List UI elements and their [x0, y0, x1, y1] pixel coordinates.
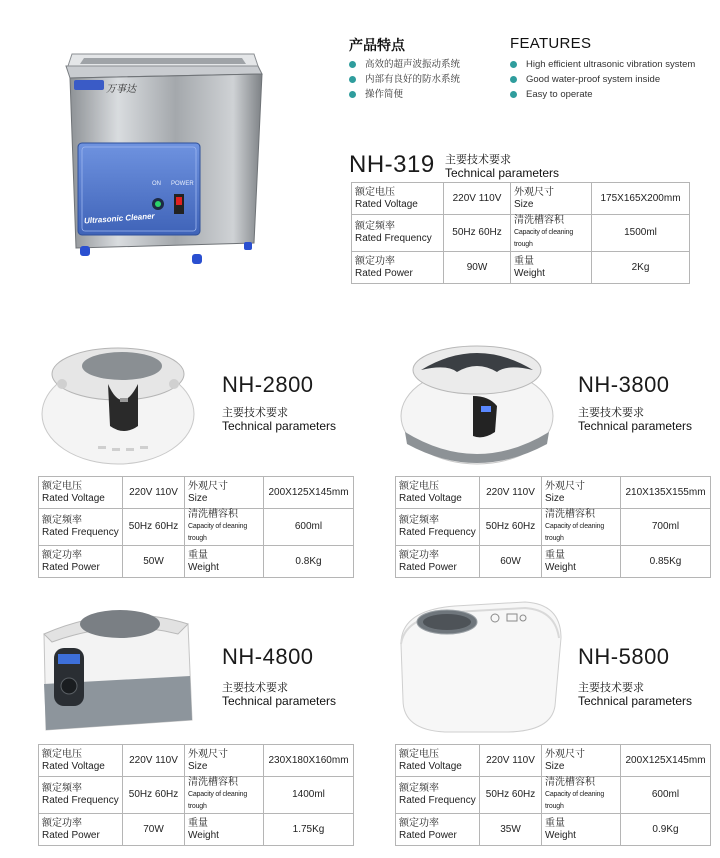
label-capacity: 清洗槽容积 Capacity of cleaning trough: [185, 777, 264, 814]
label-frequency: 额定频率 Rated Frequency: [39, 777, 123, 814]
spec-table-nh319: [351, 182, 690, 284]
features-en-item: High efficient ultrasonic vibration system: [510, 57, 715, 72]
bullet-dot-icon: [349, 91, 356, 98]
device-name-label: Ultrasonic Cleaner: [83, 211, 155, 226]
label-frequency: 额定频率 Rated Frequency: [352, 215, 444, 252]
nh-4800-product-image: [38, 594, 198, 734]
tech-en-label: Technical parameters: [578, 419, 693, 433]
value-size: 175X165X200mm: [592, 183, 690, 215]
tech-cn-label: 主要技术要求: [222, 682, 288, 694]
value-power: 35W: [480, 814, 542, 846]
table-row: [39, 745, 354, 777]
label-power: 额定功率 Rated Power: [39, 546, 123, 578]
label-capacity: 清洗槽容积 Capacity of cleaning trough: [542, 509, 621, 546]
bullet-dot-icon: [349, 76, 356, 83]
table-row: [396, 745, 711, 777]
table-row: [396, 546, 711, 578]
value-frequency: 50Hz 60Hz: [123, 777, 185, 814]
features-cn-item: 高效的超声波振动系统: [349, 57, 499, 72]
table-row: [39, 814, 354, 846]
tech-cn-label: 主要技术要求: [445, 154, 511, 166]
table-row: [396, 509, 711, 546]
value-voltage: 220V 110V: [444, 183, 511, 215]
brand-logo: 万事达: [106, 84, 136, 95]
model-title-nh5800: NH-5800: [578, 644, 670, 669]
nh-5800-product-image: [395, 594, 567, 736]
value-frequency: 50Hz 60Hz: [480, 777, 542, 814]
spec-table-nh3800: [395, 476, 711, 578]
label-frequency: 额定频率 Rated Frequency: [39, 509, 123, 546]
nh-3800-product-image: [397, 336, 557, 468]
table-row: [39, 477, 354, 509]
value-frequency: 50Hz 60Hz: [480, 509, 542, 546]
label-size: 外观尺寸 Size: [185, 477, 264, 509]
label-size: 外观尺寸 Size: [542, 477, 621, 509]
label-frequency: 额定频率 Rated Frequency: [396, 509, 480, 546]
table-row: [39, 546, 354, 578]
value-voltage: 220V 110V: [123, 745, 185, 777]
oval-cleaner-illustration: [38, 336, 198, 466]
value-size: 210X135X155mm: [621, 477, 711, 509]
model-title-nh2800: NH-2800: [222, 372, 314, 397]
value-capacity: 600ml: [264, 509, 354, 546]
tech-en-label: Technical parameters: [445, 166, 560, 180]
value-frequency: 50Hz 60Hz: [444, 215, 511, 252]
white-cleaner-illustration: [395, 594, 567, 736]
power-label: POWER: [171, 181, 194, 187]
label-capacity: 清洗槽容积 Capacity of cleaning trough: [511, 215, 592, 252]
value-weight: 0.9Kg: [621, 814, 711, 846]
label-size: 外观尺寸 Size: [511, 183, 592, 215]
value-capacity: 1400ml: [264, 777, 354, 814]
logo-mark: [74, 80, 104, 90]
spec-table-nh4800: [38, 744, 354, 846]
table-row: [352, 215, 690, 252]
value-voltage: 220V 110V: [480, 745, 542, 777]
value-weight: 2Kg: [592, 252, 690, 284]
features-cn-item: 操作简便: [349, 87, 499, 102]
spec-table-nh2800: [38, 476, 354, 578]
table-row: [396, 814, 711, 846]
value-power: 50W: [123, 546, 185, 578]
label-capacity: 清洗槽容积 Capacity of cleaning trough: [185, 509, 264, 546]
label-weight: 重量 Weight: [542, 814, 621, 846]
value-voltage: 220V 110V: [480, 477, 542, 509]
label-voltage: 额定电压 Rated Voltage: [352, 183, 444, 215]
label-size: 外观尺寸 Size: [542, 745, 621, 777]
features-en-item: Easy to operate: [510, 87, 715, 102]
spec-table-nh5800: [395, 744, 711, 846]
value-weight: 1.75Kg: [264, 814, 354, 846]
value-size: 200X125X145mm: [264, 477, 354, 509]
bullet-dot-icon: [349, 61, 356, 68]
label-frequency: 额定频率 Rated Frequency: [396, 777, 480, 814]
tech-en-label: Technical parameters: [578, 694, 693, 708]
features-cn-item: 内部有良好的防水系统: [349, 72, 499, 87]
model-title-nh319: NH-319: [349, 151, 435, 178]
value-voltage: 220V 110V: [123, 477, 185, 509]
value-size: 200X125X145mm: [621, 745, 711, 777]
features-en-title: FEATURES: [510, 35, 592, 52]
label-capacity: 清洗槽容积 Capacity of cleaning trough: [542, 777, 621, 814]
label-power: 额定功率 Rated Power: [352, 252, 444, 284]
value-capacity: 600ml: [621, 777, 711, 814]
bullet-dot-icon: [510, 91, 517, 98]
value-power: 90W: [444, 252, 511, 284]
label-weight: 重量 Weight: [511, 252, 592, 284]
nh-2800-product-image: [38, 336, 198, 466]
bullet-dot-icon: [510, 76, 517, 83]
table-row: [396, 477, 711, 509]
table-row: [352, 252, 690, 284]
label-weight: 重量 Weight: [185, 814, 264, 846]
tech-cn-label: 主要技术要求: [578, 407, 644, 419]
label-weight: 重量 Weight: [185, 546, 264, 578]
table-row: [39, 777, 354, 814]
label-voltage: 额定电压 Rated Voltage: [396, 745, 480, 777]
features-en-list: [510, 57, 715, 102]
label-power: 额定功率 Rated Power: [396, 814, 480, 846]
box-cleaner-illustration: [38, 594, 198, 734]
tech-cn-label: 主要技术要求: [578, 682, 644, 694]
features-cn-title: 产品特点: [349, 37, 405, 53]
value-frequency: 50Hz 60Hz: [123, 509, 185, 546]
label-power: 额定功率 Rated Power: [396, 546, 480, 578]
table-row: [396, 777, 711, 814]
value-weight: 0.8Kg: [264, 546, 354, 578]
tech-cn-label: 主要技术要求: [222, 407, 288, 419]
label-size: 外观尺寸 Size: [185, 745, 264, 777]
tech-en-label: Technical parameters: [222, 694, 337, 708]
value-capacity: 1500ml: [592, 215, 690, 252]
label-voltage: 额定电压 Rated Voltage: [396, 477, 480, 509]
value-size: 230X180X160mm: [264, 745, 354, 777]
label-voltage: 额定电压 Rated Voltage: [39, 745, 123, 777]
tech-en-label: Technical parameters: [222, 419, 337, 433]
features-en-item: Good water-proof system inside: [510, 72, 715, 87]
value-power: 70W: [123, 814, 185, 846]
label-voltage: 额定电压 Rated Voltage: [39, 477, 123, 509]
features-cn-list: [349, 57, 499, 102]
round-cleaner-illustration: [397, 336, 557, 468]
table-row: [39, 509, 354, 546]
label-power: 额定功率 Rated Power: [39, 814, 123, 846]
value-weight: 0.85Kg: [621, 546, 711, 578]
model-title-nh3800: NH-3800: [578, 372, 670, 397]
nh-319-product-image: [58, 48, 268, 273]
label-weight: 重量 Weight: [542, 546, 621, 578]
value-power: 60W: [480, 546, 542, 578]
model-title-nh4800: NH-4800: [222, 644, 314, 669]
value-capacity: 700ml: [621, 509, 711, 546]
on-label: ON: [152, 181, 161, 187]
bullet-dot-icon: [510, 61, 517, 68]
table-row: [352, 183, 690, 215]
